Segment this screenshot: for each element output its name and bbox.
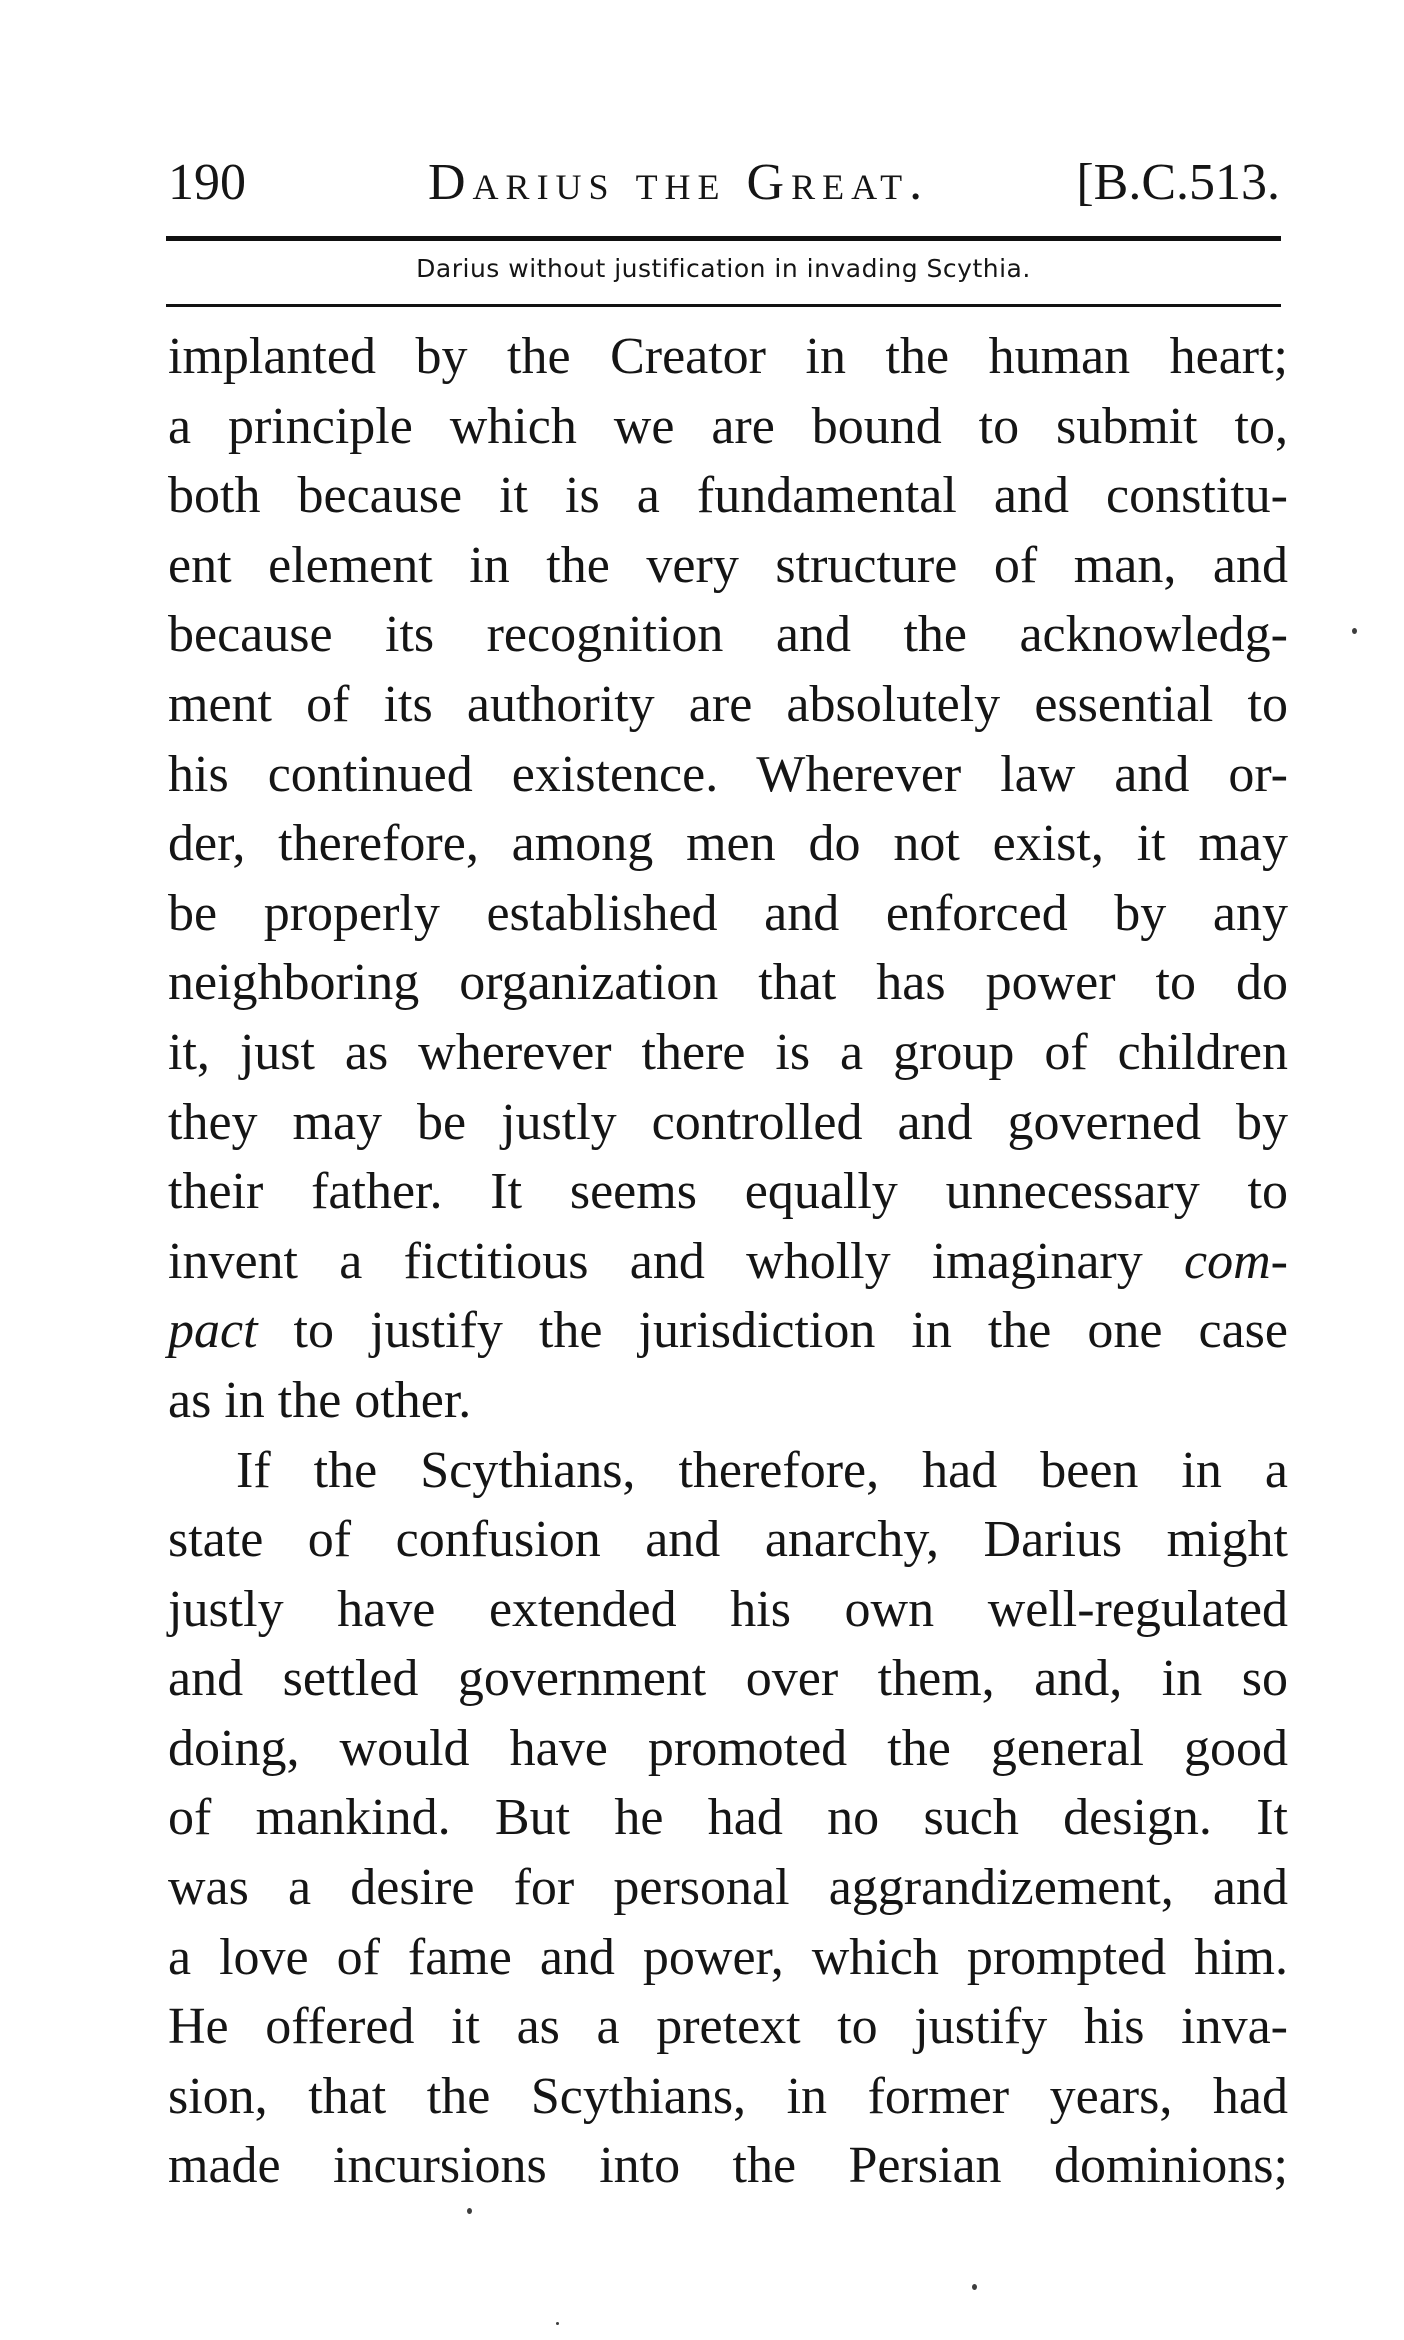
paragraph-1 <box>168 322 1288 1436</box>
text-line: their father. It seems equally unnecessary to <box>168 1163 1288 1221</box>
text-segment: to justify the jurisdiction in the one case <box>257 1302 1288 1360</box>
text-line: and settled government over them, and, in so <box>168 1650 1288 1708</box>
section-subtitle: Darius without justification in invading Scythia. <box>416 254 1031 283</box>
text-line: doing, would have promoted the general good <box>168 1719 1288 1777</box>
text-line: He offered it as a pretext to justify his inva- <box>168 1998 1288 2056</box>
text-line: his continued existence. Wherever law and or- <box>168 745 1288 803</box>
date-range: [B.C.513. <box>1076 154 1280 211</box>
text-line: of mankind. But he had no such design. It <box>168 1789 1288 1847</box>
text-line: as in the other. <box>168 1371 472 1429</box>
text-line: der, therefore, among men do not exist, it may <box>168 815 1288 873</box>
running-title: Darius the Great. <box>428 154 930 211</box>
text-line <box>168 1227 1288 1297</box>
text-line: a love of fame and power, which prompted him. <box>168 1928 1288 1986</box>
body-text <box>168 322 1288 2201</box>
text-line: ment of its authority are absolutely essential to <box>168 675 1288 733</box>
text-line: it, just as wherever there is a group of children <box>168 1023 1288 1081</box>
text-line: they may be justly controlled and governed by <box>168 1093 1288 1151</box>
running-head <box>168 148 1280 218</box>
text-line: was a desire for personal aggrandizement, and <box>168 1859 1288 1917</box>
text-line: neighboring organization that has power to do <box>168 954 1288 1012</box>
ink-speck <box>1352 628 1357 634</box>
text-line: made incursions into the Persian dominions; <box>168 2137 1288 2195</box>
text-line: both because it is a fundamental and constitu- <box>168 467 1288 525</box>
text-line: because its recognition and the acknowledg- <box>168 606 1288 664</box>
text-line: be properly established and enforced by any <box>168 884 1288 942</box>
subtitle-rule <box>166 304 1281 307</box>
text-line: a principle which we are bound to submit to, <box>168 397 1288 455</box>
text-line: justly have extended his own well-regulated <box>168 1580 1288 1638</box>
text-segment: invent a fictitious and wholly imaginary <box>168 1232 1185 1290</box>
ink-speck <box>556 2322 559 2325</box>
italic-word: pact <box>168 1302 258 1360</box>
text-line: ent element in the very structure of man, and <box>168 536 1288 594</box>
header-rule <box>166 236 1281 241</box>
text-line: sion, that the Scythians, in former years, had <box>168 2067 1288 2125</box>
page-number: 190 <box>168 154 246 211</box>
ink-speck <box>972 2284 977 2290</box>
text-line: state of confusion and anarchy, Darius might <box>168 1511 1288 1569</box>
text-line <box>168 1296 1288 1366</box>
text-line: If the Scythians, therefore, had been in a <box>236 1441 1288 1499</box>
italic-word: com- <box>1184 1232 1288 1290</box>
paragraph-2 <box>168 1436 1288 2202</box>
text-line: implanted by the Creator in the human heart; <box>168 328 1288 385</box>
ink-speck <box>467 2208 472 2214</box>
